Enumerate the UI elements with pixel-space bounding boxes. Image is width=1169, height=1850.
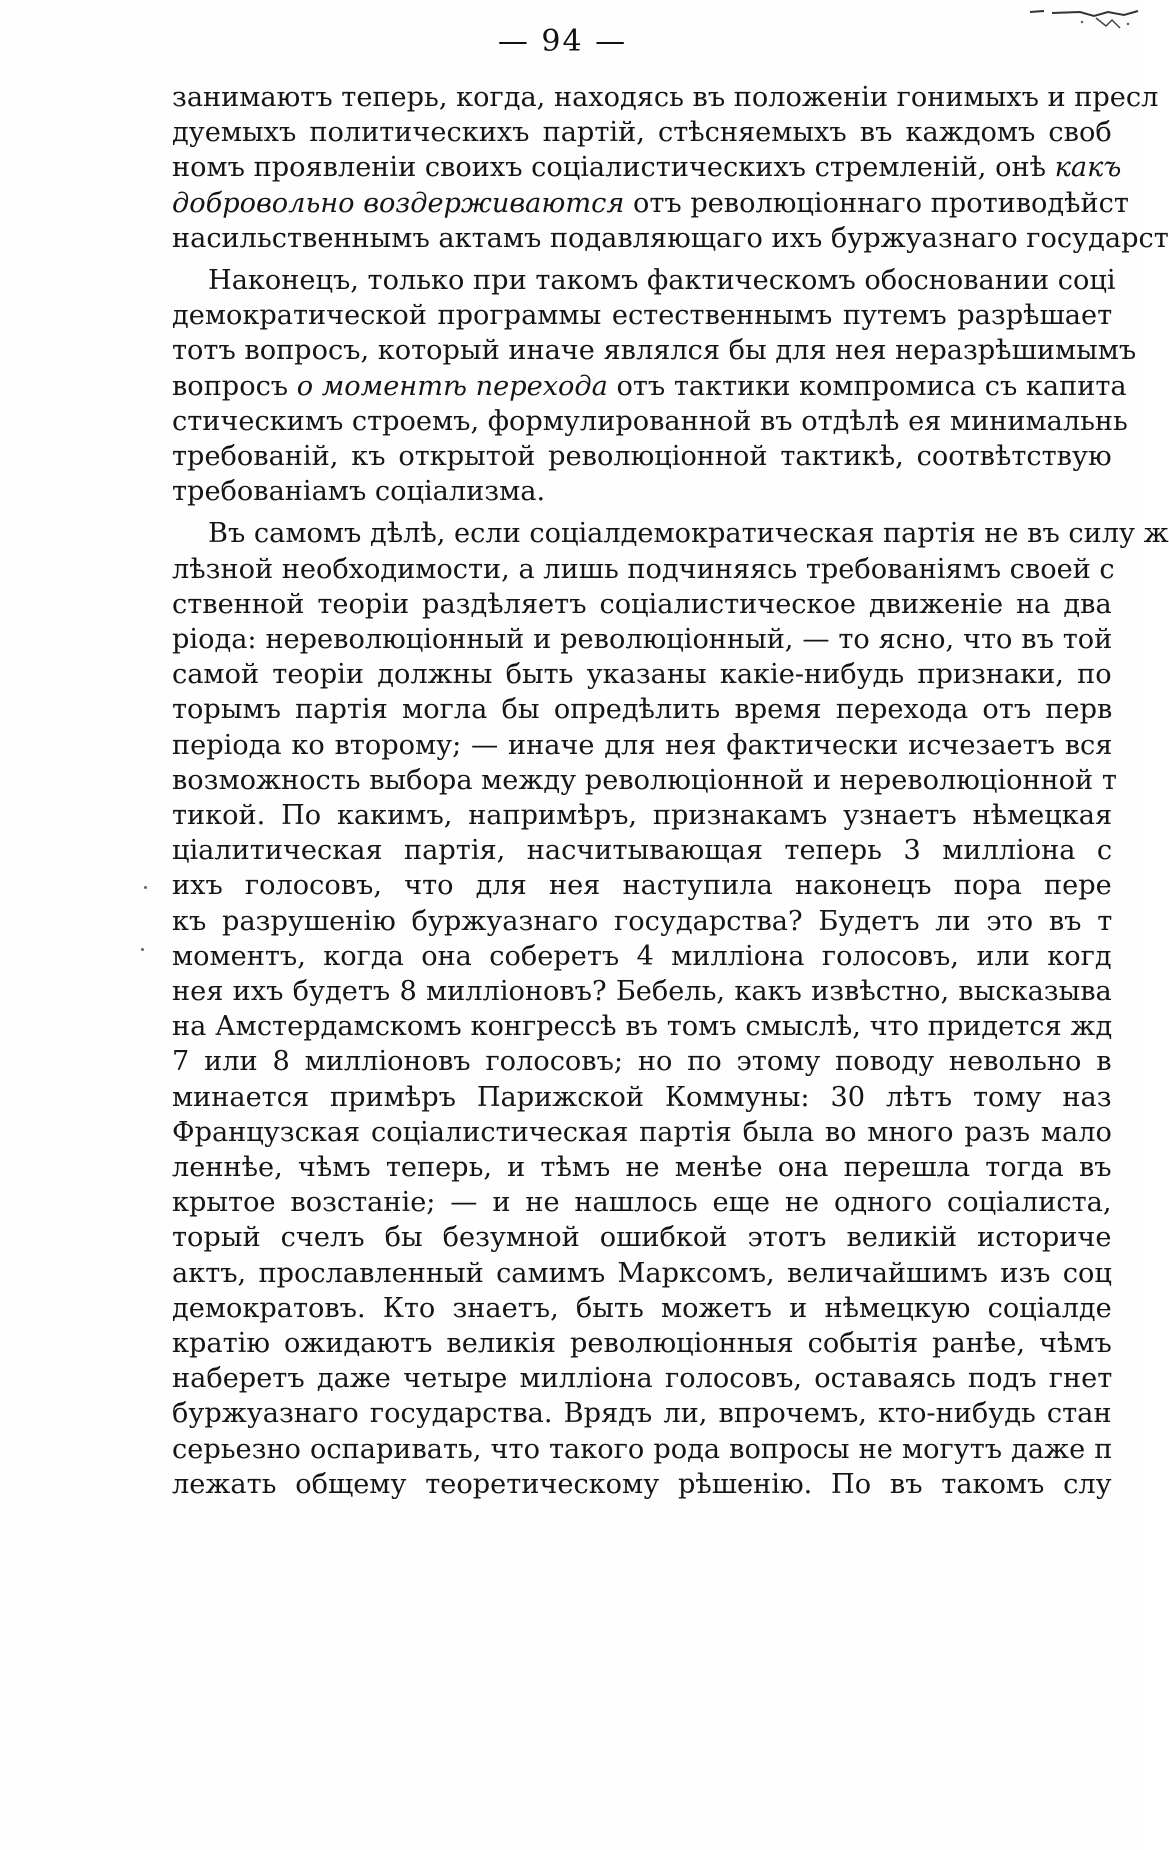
text-line [172, 657, 1112, 693]
text-segment: отъ тактики компромиса съ капита [607, 370, 1127, 402]
text-segment: серьезно оспаривать, что такого рода вопросы не могутъ даже п [172, 1433, 1113, 1465]
text-line [172, 868, 1112, 904]
text-line [172, 1150, 1112, 1186]
text-segment: возможность выбора между революціонной и нереволюціонной т [172, 764, 1117, 796]
text-segment: ственной теоріи раздѣляетъ соціалистическое движеніе на два [172, 588, 1112, 620]
text-line [172, 974, 1112, 1010]
text-segment: къ разрушенію буржуазнаго государства? Будетъ ли это въ т [172, 905, 1113, 937]
text-line [172, 404, 1128, 440]
text-line [172, 1432, 1112, 1468]
text-line [172, 1326, 1112, 1362]
text-line [172, 1256, 1112, 1292]
text-line [172, 186, 1129, 222]
text-segment: Въ самомъ дѣлѣ, если соціалдемократическая партія не въ силу ж [208, 518, 1169, 550]
text-line [172, 474, 1112, 510]
text-segment: тотъ вопросъ, который иначе являлся бы для нея неразрѣшимымъ [172, 335, 1137, 367]
text-line [172, 692, 1112, 728]
text-line [172, 798, 1112, 834]
text-line [172, 1361, 1112, 1397]
text-line [172, 904, 1112, 940]
text-segment: вопросъ [172, 370, 297, 402]
text-line [208, 263, 1116, 299]
text-line [172, 221, 1169, 257]
text-segment: отъ революціоннаго противодѣйст [624, 187, 1129, 219]
text-segment: леннѣе, чѣмъ теперь, и тѣмъ не менѣе она перешла тогда въ [172, 1152, 1112, 1183]
text-line [172, 833, 1112, 869]
text-segment: на Амстердамскомъ конгрессѣ въ томъ смыслѣ, что придется жд [172, 1011, 1113, 1043]
text-segment: требованій, къ открытой революціонной тактикѣ, соотвѣтствую [172, 441, 1112, 472]
text-line [172, 728, 1112, 764]
text-segment: занимаютъ теперь, когда, находясь въ положеніи гонимыхъ и пресл [172, 82, 1159, 113]
text-segment: кратію ожидаютъ великія революціонныя событія ранѣе, чѣмъ [172, 1328, 1112, 1359]
text-segment: Наконецъ, только при такомъ фактическомъ обосновании соці [208, 265, 1116, 296]
text-segment: лежать общему теоретическому рѣшенію. По въ такомъ слу [172, 1468, 1112, 1500]
text-line [172, 1467, 1112, 1503]
text-segment: актъ, прославленный самимъ Марксомъ, величайшимъ изъ соц [172, 1257, 1112, 1289]
text-segment: періода ко второму; — иначе для нея фактически исчезаетъ вся [172, 729, 1113, 761]
text-segment: Французская соціалистическая партія была во много разъ мало [172, 1116, 1112, 1148]
text-line [172, 298, 1112, 334]
text-line [172, 1009, 1112, 1045]
italic-segment: какъ [1054, 152, 1122, 184]
text-segment: демократовъ. Кто знаетъ, быть можетъ и нѣмецкую соціалде [172, 1292, 1112, 1324]
text-segment: торый счелъ бы безумной ошибкой этотъ великій историче [172, 1222, 1112, 1254]
text-line [172, 1115, 1112, 1151]
text-segment: самой теоріи должны быть указаны какіе-нибудь признаки, по [172, 659, 1112, 691]
text-segment: 7 или 8 милліоновъ голосовъ; но по этому поводу невольно в [172, 1046, 1112, 1078]
text-line [172, 552, 1115, 588]
text-segment: моментъ, когда она соберетъ 4 милліона голосовъ, или когд [172, 940, 1112, 972]
text-line [172, 587, 1112, 623]
text-segment: ихъ голосовъ, что для нея наступила наконецъ пора пере [172, 870, 1112, 902]
text-segment: лѣзной необходимости, а лишь подчиняясь требованіямъ своей с [172, 553, 1115, 585]
text-line [172, 1396, 1112, 1432]
text-line [172, 333, 1137, 369]
text-segment: требованіамъ соціализма. [172, 476, 546, 508]
text-line [172, 1080, 1112, 1116]
text-line [172, 1220, 1112, 1256]
text-segment: буржуазнаго государства. Врядъ ли, впрочемъ, кто-нибудь стан [172, 1398, 1112, 1430]
page-number: — 94 — [497, 24, 628, 59]
margin-dot [141, 948, 144, 951]
italic-segment: о моментѣ перехода [296, 370, 608, 402]
text-line [172, 763, 1117, 799]
corner-ink-mark [1020, 0, 1140, 40]
text-line [172, 150, 1122, 186]
text-segment: торымъ партія могла бы опредѣлить время перехода отъ перв [172, 694, 1113, 726]
text-segment: крытое возстаніе; — и не нашлось еще не одного соціалиста, [172, 1187, 1112, 1219]
text-line [208, 516, 1169, 552]
italic-segment: добровольно воздерживаются [172, 187, 625, 219]
text-segment: нея ихъ будетъ 8 милліоновъ? Бебель, какъ извѣстно, высказыва [172, 976, 1112, 1007]
text-segment: минается примѣръ Парижской Коммуны: 30 лѣтъ тому наз [172, 1081, 1112, 1113]
text-line [172, 1185, 1112, 1221]
text-line [172, 80, 1159, 116]
text-segment: номъ проявленіи своихъ соціалистическихъ стремленій, онѣ [172, 152, 1055, 184]
margin-dot [144, 886, 147, 889]
text-line [172, 369, 1127, 405]
text-line [172, 439, 1112, 475]
text-segment: демократической программы естественнымъ путемъ разрѣшает [172, 300, 1113, 332]
text-segment: тикой. По какимъ, напримѣръ, признакамъ узнаетъ нѣмецкая [172, 800, 1113, 831]
text-segment: стическимъ строемъ, формулированной въ отдѣлѣ ея минимальнь [172, 405, 1128, 437]
text-line [172, 1291, 1112, 1327]
text-segment: насильственнымъ актамъ подавляющаго ихъ буржуазнаго государст [172, 222, 1169, 254]
text-segment: дуемыхъ политическихъ партій, стѣсняемыхъ въ каждомъ своб [172, 117, 1112, 149]
text-line [172, 1044, 1112, 1080]
text-line [172, 939, 1112, 975]
text-line [172, 115, 1112, 151]
text-segment: ріода: нереволюціонный и революціонный, — то ясно, что въ той [172, 624, 1113, 655]
text-segment: наберетъ даже четыре милліона голосовъ, оставаясь подъ гнет [172, 1363, 1113, 1395]
text-line [172, 622, 1112, 658]
text-segment: ціалитическая партія, насчитывающая теперь 3 милліона с [172, 835, 1113, 867]
